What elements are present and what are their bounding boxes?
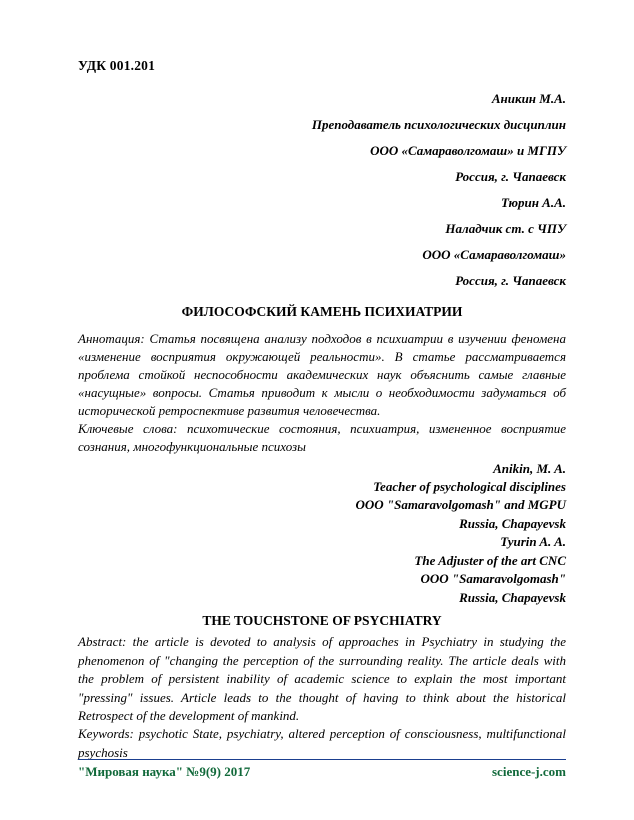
footer-row	[78, 764, 566, 780]
keywords-english: Keywords: psychotic State, psychiatry, altered perception of consciousness, multifunctional psychosis	[78, 726, 566, 760]
authors-block-english	[78, 460, 566, 608]
journal-website[interactable]: science-j.com	[492, 764, 566, 779]
author-line: Россия, г. Чапаевск	[455, 169, 566, 184]
author-line: Teacher of psychological disciplines	[373, 479, 566, 495]
author-line: Тюрин А.А.	[501, 195, 566, 210]
author-line: ООО "Samaravolgomash"	[420, 571, 566, 587]
abstract-english: Abstract: the article is devoted to analysis of approaches in Psychiatry in studying the phenomenon of "changing the perception of the surrounding reality. The article deals with the problem of persistent inability of academic science to explain the most important "pressing" issues. Article leads to the thought of having to think about the historical Retrospect of the development of mankind.	[78, 634, 566, 723]
author-line: Россия, г. Чапаевск	[455, 273, 566, 288]
footer-divider	[78, 759, 566, 760]
page-title-russian: ФИЛОСОФСКИЙ КАМЕНЬ ПСИХИАТРИИ	[181, 304, 463, 319]
abstract-russian: Аннотация: Статья посвящена анализу подходов в психиатрии в изучении феномена «изменение восприятия окружающей реальности». В статье рассматривается проблема стойкой неспособности академических наук объяснить самые главные «насущные» вопросы. Статья приводит к мысли о необходимости задуматься об исторической ретроспективе развития человечества.	[78, 331, 566, 418]
author-line: Tyurin A. A.	[500, 534, 566, 550]
page-title-english: THE TOUCHSTONE OF PSYCHIATRY	[202, 613, 442, 629]
author-line: ООО "Samaravolgomash" and MGPU	[355, 497, 566, 513]
author-line: Anikin, M. A.	[493, 460, 566, 476]
author-line: Russia, Chapayevsk	[459, 515, 566, 531]
journal-title: "Мировая наука" №9(9) 2017	[78, 764, 251, 779]
author-line: Аникин М.А.	[491, 91, 566, 106]
authors-block-russian	[78, 86, 566, 294]
udk-code: УДК 001.201	[78, 58, 156, 73]
keywords-russian: Ключевые слова: психотические состояния, психиатрия, измененное восприятие сознания, многофункциональные психозы	[78, 420, 566, 454]
author-line: Наладчик ст. с ЧПУ	[445, 221, 566, 236]
author-line: ООО «Самараволгомаш»	[422, 247, 566, 262]
author-line: The Adjuster of the art CNC	[414, 552, 566, 568]
author-line: Преподаватель психологических дисциплин	[311, 117, 566, 132]
page-footer	[78, 759, 566, 780]
author-line: Russia, Chapayevsk	[459, 589, 566, 605]
author-line: ООО «Самараволгомаш» и МГПУ	[370, 143, 566, 158]
